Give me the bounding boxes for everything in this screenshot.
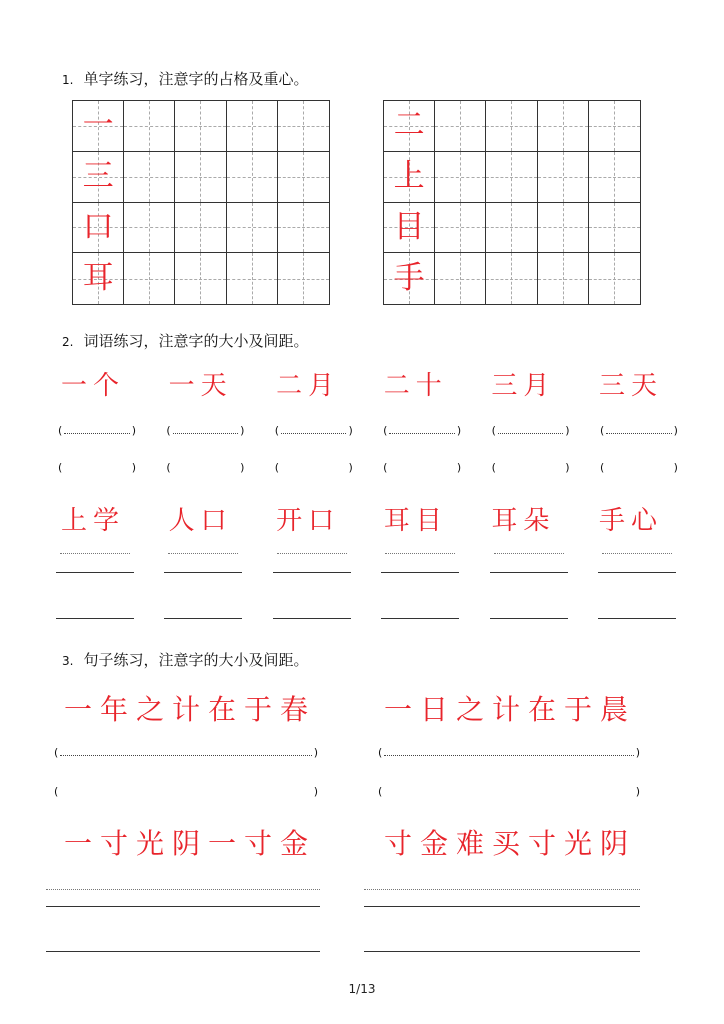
section2-number: 2. — [62, 335, 74, 349]
paren-open: ( — [274, 460, 280, 474]
paren-close: ) — [635, 745, 640, 759]
grid-left-cell — [278, 101, 329, 152]
grid-right-cell — [538, 101, 589, 152]
grid-right-cell — [589, 101, 640, 152]
word-text: 开口 — [276, 506, 341, 536]
grid-right-cell — [435, 152, 486, 203]
pinyin-blank-paren — [383, 459, 461, 475]
sentence-1-left-dotted-paren — [54, 744, 318, 760]
grid-right-cell — [435, 253, 486, 304]
pinyin-dotted-paren — [58, 422, 136, 438]
paren-open: ( — [378, 745, 383, 759]
section3-heading — [62, 649, 308, 670]
word-item — [375, 370, 457, 402]
grid-right-cell — [384, 101, 435, 152]
paren-open: ( — [599, 423, 605, 437]
writing-lines-row-1 — [56, 572, 676, 573]
paren-close: ) — [565, 423, 570, 437]
paren-open: ( — [54, 784, 59, 798]
sentence-2-left-line-1 — [46, 906, 320, 907]
dotted-guide-line — [385, 553, 455, 554]
grid-right-cell — [435, 203, 486, 254]
dotted-guide-line — [168, 553, 238, 554]
grid-right-cell — [486, 203, 537, 254]
section1-heading — [62, 68, 308, 89]
word-text: 一个 — [60, 371, 125, 401]
sentence-1-left: 一年之计在于春 — [64, 693, 317, 726]
grid-right-cell — [384, 152, 435, 203]
grid-left-cell — [124, 101, 175, 152]
dotted-guide-line — [277, 553, 347, 554]
grid-right-cell — [589, 253, 640, 304]
paren-close: ) — [635, 784, 640, 798]
dotted-guide-line — [494, 553, 564, 554]
word-text: 上学 — [60, 506, 125, 536]
paren-close: ) — [348, 460, 353, 474]
word-text: 手心 — [598, 506, 663, 536]
writing-line — [598, 618, 676, 619]
word-item — [482, 505, 564, 537]
grid-right-character: 二 — [393, 107, 425, 144]
paren-close: ) — [456, 460, 462, 474]
writing-line — [164, 618, 242, 619]
grid-left-character: 口 — [82, 208, 114, 245]
grid-left-cell — [227, 203, 278, 254]
grid-left — [72, 100, 330, 305]
writing-lines-row-2 — [56, 618, 676, 619]
word-text: 耳目 — [383, 506, 448, 536]
word-item — [590, 505, 672, 537]
section1-title: 单字练习，注意字的占格及重心。 — [83, 70, 309, 88]
word-item — [375, 505, 457, 537]
paren-open: ( — [166, 460, 171, 474]
grid-left-cell — [278, 203, 329, 254]
writing-line — [273, 572, 351, 573]
pinyin-blank-paren — [275, 459, 353, 475]
sentence-2-left: 一寸光阴一寸金 — [64, 827, 317, 860]
sentence-2-right: 寸金难买寸光阴 — [384, 827, 637, 860]
paren-open: ( — [274, 423, 280, 437]
paren-close: ) — [131, 460, 136, 474]
words-row-2 — [52, 505, 672, 537]
pinyin-blank-paren — [492, 459, 570, 475]
section3-number: 3. — [62, 654, 74, 668]
paren-open: ( — [383, 460, 388, 474]
pinyin-dotted-paren — [275, 422, 353, 438]
paren-close: ) — [456, 423, 462, 437]
grid-right-cell — [486, 152, 537, 203]
paren-close: ) — [313, 784, 318, 798]
sentence-1-right-dotted-paren — [378, 744, 640, 760]
paren-close: ) — [673, 460, 678, 474]
section2-title: 词语练习，注意字的大小及间距。 — [83, 332, 309, 350]
grid-left-cell — [124, 203, 175, 254]
paren-close: ) — [240, 460, 245, 474]
paren-open: ( — [166, 423, 171, 437]
writing-line — [381, 618, 459, 619]
writing-line — [273, 618, 351, 619]
writing-line — [56, 572, 134, 573]
grid-left-cell — [124, 253, 175, 304]
page-number: 1/13 — [348, 982, 376, 996]
grid-left-cell — [175, 101, 226, 152]
grid-right-cell — [486, 253, 537, 304]
grid-left-cell — [175, 203, 226, 254]
word-text: 耳朵 — [491, 506, 556, 536]
sentence-1-right: 一日之计在于晨 — [384, 693, 637, 726]
grid-right-cell — [589, 152, 640, 203]
paren-close: ) — [313, 745, 318, 759]
paren-open: ( — [58, 460, 63, 474]
word-item — [160, 370, 242, 402]
word-item — [160, 505, 242, 537]
grid-left-cell — [73, 253, 124, 304]
grid-left-character: 耳 — [82, 260, 114, 297]
grid-right-cell — [384, 203, 435, 254]
section1-number: 1. — [62, 73, 74, 87]
grid-left-cell — [227, 253, 278, 304]
word-item — [52, 505, 134, 537]
dotted-lines-row — [56, 553, 676, 554]
sentence-2-right-line-1 — [364, 906, 640, 907]
pinyin-blank-paren — [166, 459, 244, 475]
dotted-guide-line — [60, 553, 130, 554]
grid-left-character: 一 — [82, 107, 114, 144]
grid-left-cell — [278, 152, 329, 203]
pinyin-blank-row — [58, 459, 678, 475]
pinyin-dotted-paren — [600, 422, 678, 438]
section3-title: 句子练习，注意字的大小及间距。 — [83, 651, 309, 669]
paren-close: ) — [240, 423, 245, 437]
grid-right-cell — [538, 253, 589, 304]
word-item — [267, 370, 349, 402]
grid-right-cell — [384, 253, 435, 304]
grid-right-cell — [538, 203, 589, 254]
pinyin-dotted-paren — [166, 422, 244, 438]
writing-line — [56, 618, 134, 619]
word-text: 三月 — [491, 371, 556, 401]
word-item — [52, 370, 134, 402]
pinyin-dotted-paren — [383, 422, 461, 438]
pinyin-blank-paren — [58, 459, 136, 475]
word-text: 一天 — [168, 371, 233, 401]
word-item — [482, 370, 564, 402]
grid-right-cell — [589, 203, 640, 254]
dotted-guide-line — [602, 553, 672, 554]
grid-right-cell — [486, 101, 537, 152]
grid-right — [383, 100, 641, 305]
writing-line — [490, 618, 568, 619]
paren-close: ) — [673, 423, 678, 437]
word-text: 三天 — [598, 371, 663, 401]
paren-open: ( — [58, 423, 63, 437]
grid-right-character: 上 — [393, 158, 425, 195]
grid-right-cell — [435, 101, 486, 152]
paren-close: ) — [348, 423, 353, 437]
grid-left-cell — [175, 253, 226, 304]
grid-left-cell — [278, 253, 329, 304]
paren-close: ) — [565, 460, 570, 474]
word-item — [267, 505, 349, 537]
grid-left-cell — [73, 203, 124, 254]
grid-left-cell — [73, 101, 124, 152]
grid-left-cell — [175, 152, 226, 203]
writing-line — [164, 572, 242, 573]
paren-close: ) — [131, 423, 136, 437]
sentence-2-left-line-2 — [46, 951, 320, 952]
sentence-2-right-dotted-line — [364, 889, 640, 890]
paren-open: ( — [54, 745, 59, 759]
writing-line — [381, 572, 459, 573]
grid-left-cell — [124, 152, 175, 203]
words-row-1 — [52, 370, 672, 402]
paren-open: ( — [491, 423, 496, 437]
paren-open: ( — [599, 460, 605, 474]
section2-heading — [62, 330, 308, 351]
grid-left-cell — [227, 152, 278, 203]
sentence-2-right-line-2 — [364, 951, 640, 952]
paren-open: ( — [378, 784, 383, 798]
word-item — [590, 370, 672, 402]
sentence-1-left-blank-paren — [54, 783, 318, 799]
grid-right-character: 目 — [393, 208, 425, 245]
grid-right-cell — [538, 152, 589, 203]
grid-right-character: 手 — [393, 260, 425, 297]
paren-open: ( — [491, 460, 496, 474]
grid-left-cell — [227, 101, 278, 152]
writing-line — [598, 572, 676, 573]
grid-left-character: 三 — [82, 158, 114, 195]
pinyin-dotted-row — [58, 422, 678, 438]
writing-line — [490, 572, 568, 573]
sentence-1-right-blank-paren — [378, 783, 640, 799]
pinyin-blank-paren — [600, 459, 678, 475]
word-text: 人口 — [168, 506, 233, 536]
sentence-2-left-dotted-line — [46, 889, 320, 890]
pinyin-dotted-paren — [492, 422, 570, 438]
word-text: 二十 — [383, 371, 448, 401]
word-text: 二月 — [276, 371, 341, 401]
paren-open: ( — [383, 423, 388, 437]
grid-left-cell — [73, 152, 124, 203]
